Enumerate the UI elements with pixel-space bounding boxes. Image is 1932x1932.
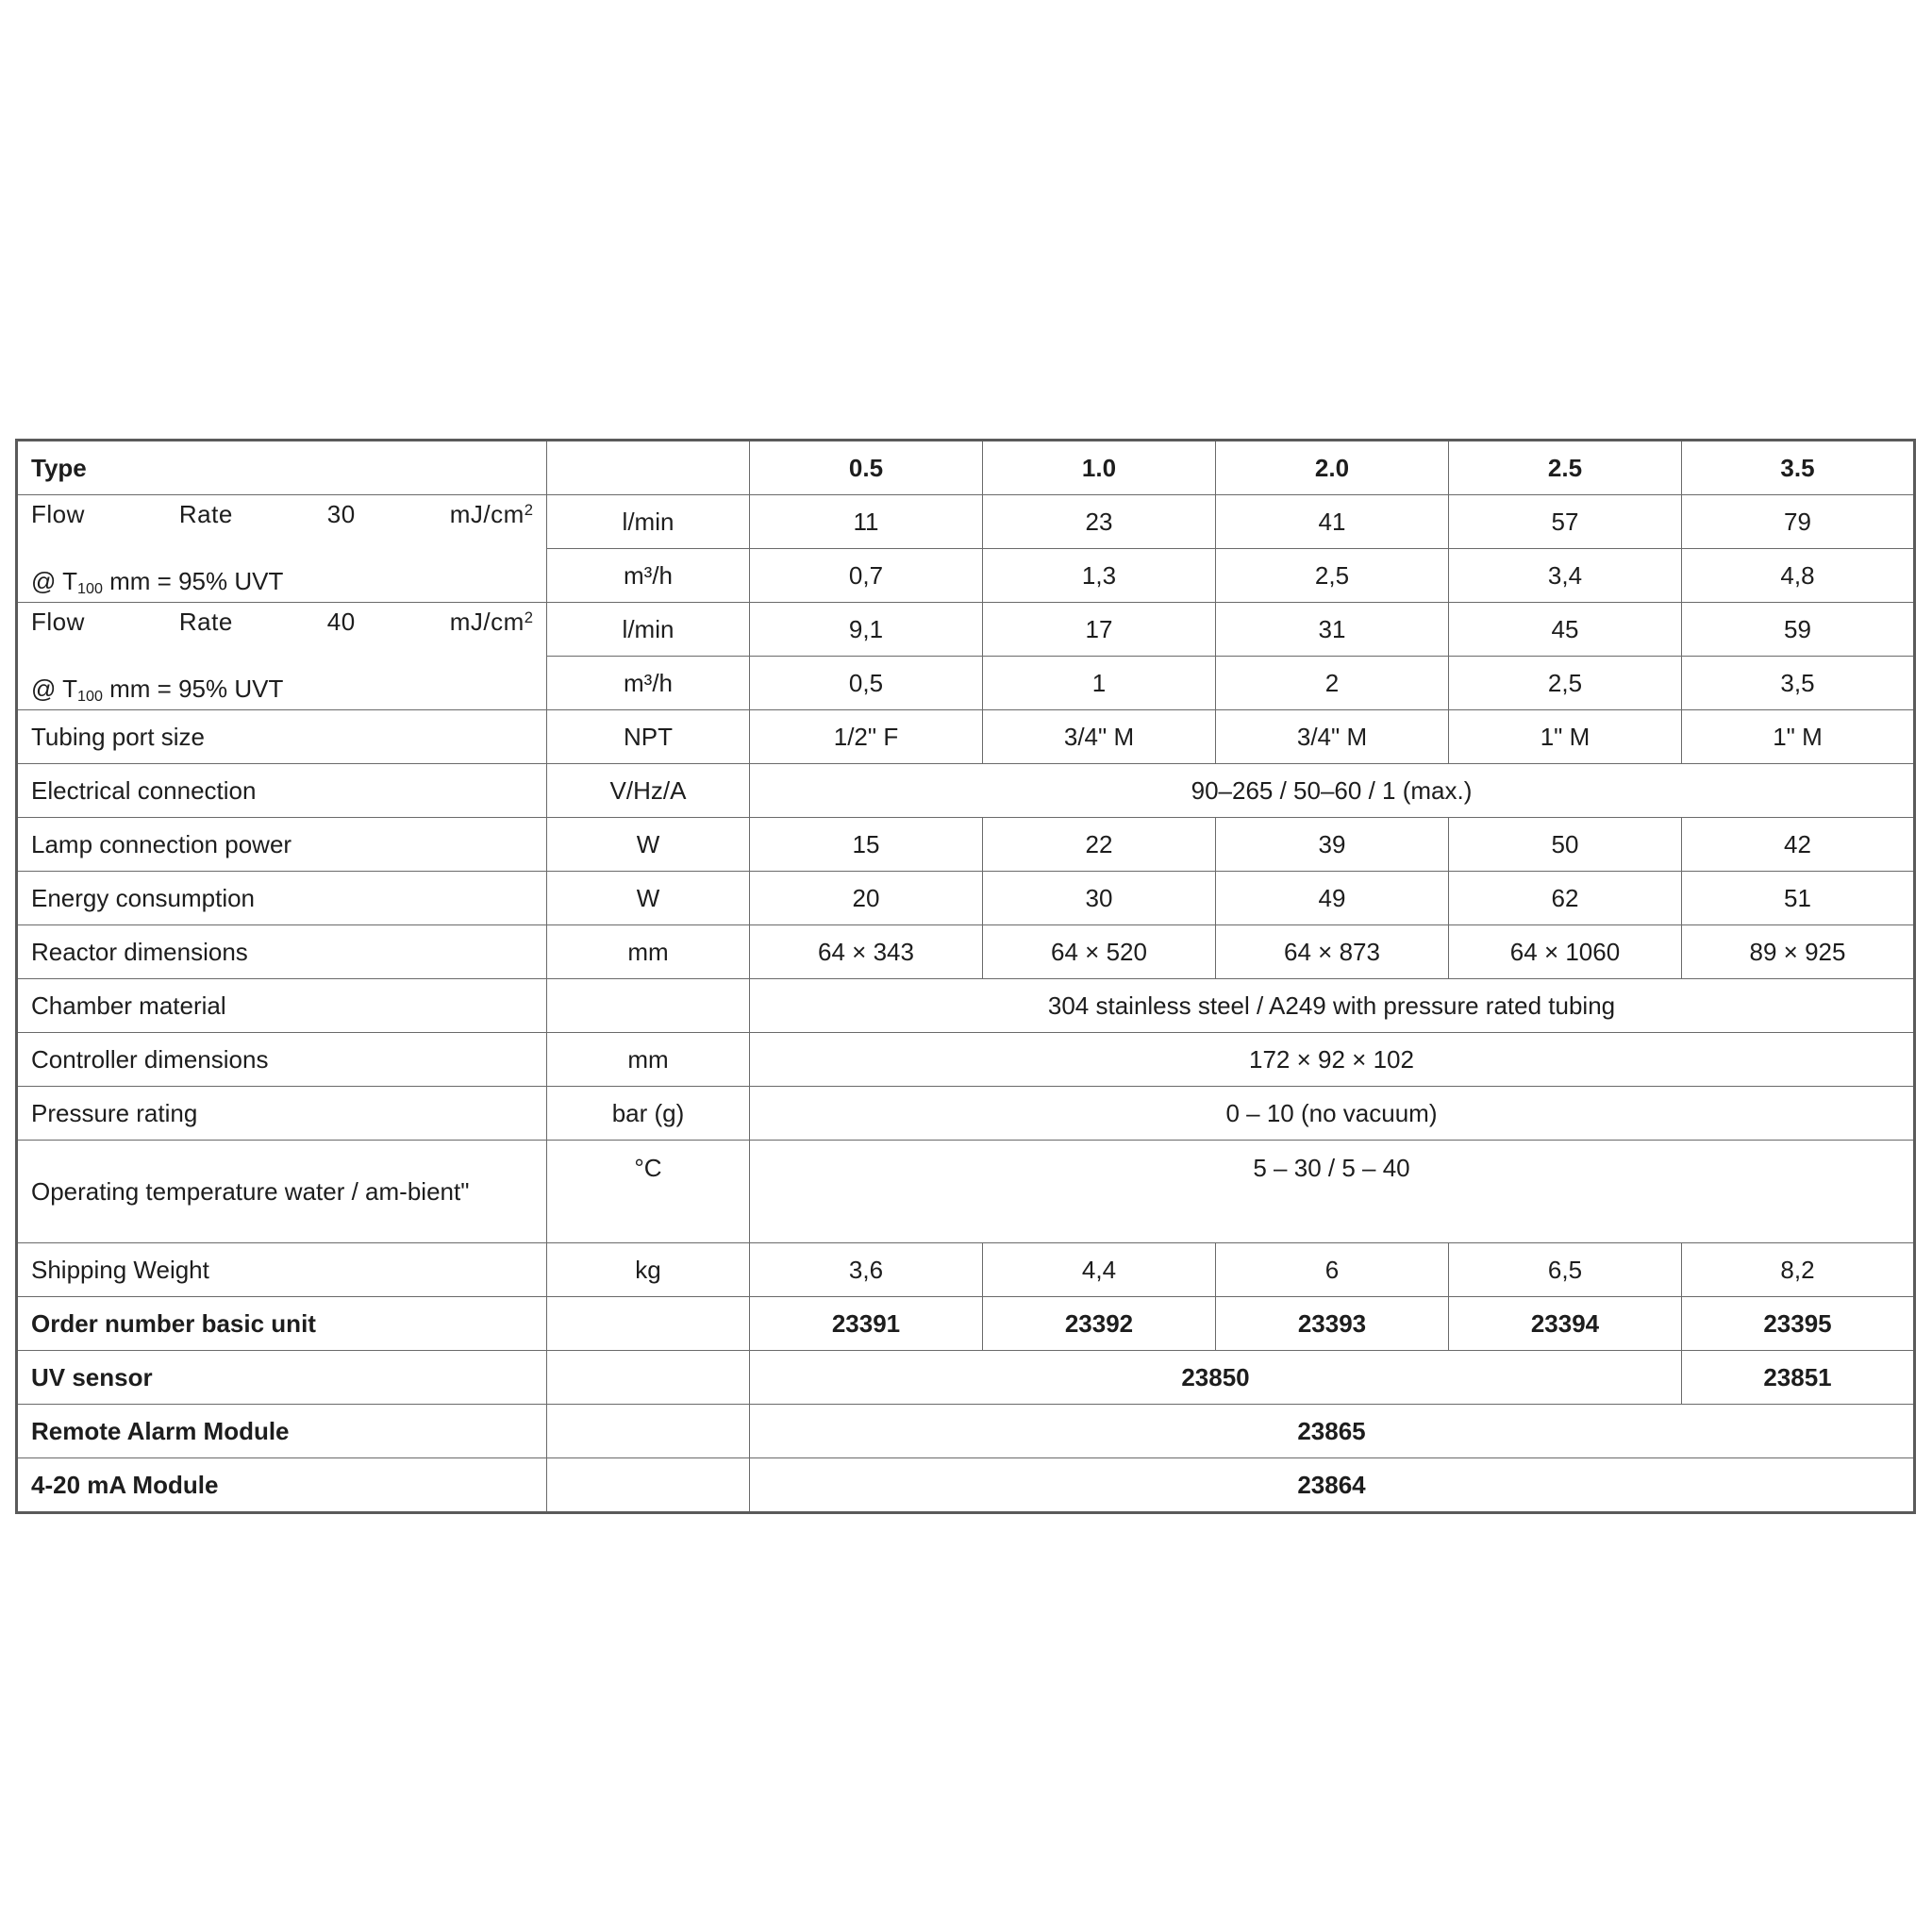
value-weight-0: 3,6 bbox=[750, 1243, 983, 1297]
value-uv-sensor-span: 23850 bbox=[750, 1351, 1682, 1405]
value-flow40-m3h-1: 1 bbox=[983, 657, 1216, 710]
table-row bbox=[17, 1087, 1915, 1141]
row-label-tubing-port-size: Tubing port size bbox=[17, 710, 547, 764]
row-label-uv-sensor: UV sensor bbox=[17, 1351, 547, 1405]
value-weight-3: 6,5 bbox=[1449, 1243, 1682, 1297]
value-flow40-lmin-3: 45 bbox=[1449, 603, 1682, 657]
value-order-2: 23393 bbox=[1216, 1297, 1449, 1351]
table-row bbox=[17, 979, 1915, 1033]
table-row bbox=[17, 1405, 1915, 1458]
unit-lamp-connection-power: W bbox=[547, 818, 750, 872]
value-energy-2: 49 bbox=[1216, 872, 1449, 925]
unit-reactor-dimensions: mm bbox=[547, 925, 750, 979]
value-flow30-lmin-4: 79 bbox=[1682, 495, 1915, 549]
header-unit-blank bbox=[547, 441, 750, 495]
table-row bbox=[17, 603, 1915, 657]
unit-operating-temperature: °C bbox=[547, 1141, 750, 1243]
value-flow40-lmin-0: 9,1 bbox=[750, 603, 983, 657]
value-flow40-lmin-1: 17 bbox=[983, 603, 1216, 657]
value-flow30-m3h-4: 4,8 bbox=[1682, 549, 1915, 603]
value-lamp-0: 15 bbox=[750, 818, 983, 872]
table-row bbox=[17, 495, 1915, 549]
row-label-controller-dimensions: Controller dimensions bbox=[17, 1033, 547, 1087]
value-flow30-lmin-3: 57 bbox=[1449, 495, 1682, 549]
unit-pressure-rating: bar (g) bbox=[547, 1087, 750, 1141]
unit-chamber-material bbox=[547, 979, 750, 1033]
row-label-chamber-material: Chamber material bbox=[17, 979, 547, 1033]
value-flow30-m3h-1: 1,3 bbox=[983, 549, 1216, 603]
flow-rate-40-superscript: 2 bbox=[524, 608, 533, 627]
value-tubing-4: 1" M bbox=[1682, 710, 1915, 764]
header-model-3: 2.5 bbox=[1449, 441, 1682, 495]
row-label-reactor-dimensions: Reactor dimensions bbox=[17, 925, 547, 979]
flow-rate-40-main: Flow Rate 40 $mJ/cm^2$ bbox=[31, 608, 533, 637]
value-lamp-3: 50 bbox=[1449, 818, 1682, 872]
flow-rate-30-superscript: 2 bbox=[524, 501, 533, 520]
value-reactor-3: 64 × 1060 bbox=[1449, 925, 1682, 979]
value-flow40-m3h-3: 2,5 bbox=[1449, 657, 1682, 710]
flow-rate-30-main: Flow Rate 30 $mJ/cm^2$ bbox=[31, 500, 533, 529]
flow-rate-40-condition: @ $T_{100}$ mm = 95% UVT bbox=[31, 674, 284, 705]
row-label-flow-rate-40 bbox=[17, 603, 547, 710]
value-tubing-0: 1/2" F bbox=[750, 710, 983, 764]
row-label-electrical-connection: Electrical connection bbox=[17, 764, 547, 818]
value-energy-4: 51 bbox=[1682, 872, 1915, 925]
value-reactor-1: 64 × 520 bbox=[983, 925, 1216, 979]
value-flow30-lmin-2: 41 bbox=[1216, 495, 1449, 549]
row-label-lamp-connection-power: Lamp connection power bbox=[17, 818, 547, 872]
value-lamp-1: 22 bbox=[983, 818, 1216, 872]
table-row bbox=[17, 1033, 1915, 1087]
value-chamber-material-merged: 304 stainless steel / A249 with pressure rated tubing bbox=[750, 979, 1915, 1033]
value-reactor-2: 64 × 873 bbox=[1216, 925, 1449, 979]
specification-table-container bbox=[15, 439, 1913, 1514]
row-label-pressure-rating: Pressure rating bbox=[17, 1087, 547, 1141]
value-flow40-m3h-0: 0,5 bbox=[750, 657, 983, 710]
table-row bbox=[17, 1351, 1915, 1405]
value-tubing-3: 1" M bbox=[1449, 710, 1682, 764]
value-flow30-m3h-3: 3,4 bbox=[1449, 549, 1682, 603]
value-flow40-m3h-2: 2 bbox=[1216, 657, 1449, 710]
table-row bbox=[17, 1458, 1915, 1513]
unit-flow-rate-30-lmin: l/min bbox=[547, 495, 750, 549]
value-order-4: 23395 bbox=[1682, 1297, 1915, 1351]
table-row bbox=[17, 818, 1915, 872]
value-lamp-2: 39 bbox=[1216, 818, 1449, 872]
value-lamp-4: 42 bbox=[1682, 818, 1915, 872]
row-label-remote-alarm-module: Remote Alarm Module bbox=[17, 1405, 547, 1458]
header-model-2: 2.0 bbox=[1216, 441, 1449, 495]
value-reactor-0: 64 × 343 bbox=[750, 925, 983, 979]
value-energy-0: 20 bbox=[750, 872, 983, 925]
table-row bbox=[17, 1297, 1915, 1351]
unit-remote-alarm-module bbox=[547, 1405, 750, 1458]
value-energy-1: 30 bbox=[983, 872, 1216, 925]
value-flow40-lmin-2: 31 bbox=[1216, 603, 1449, 657]
table-row bbox=[17, 1141, 1915, 1243]
table-row bbox=[17, 925, 1915, 979]
value-order-3: 23394 bbox=[1449, 1297, 1682, 1351]
unit-tubing-port-size: NPT bbox=[547, 710, 750, 764]
value-remote-alarm-merged: 23865 bbox=[750, 1405, 1915, 1458]
header-model-0: 0.5 bbox=[750, 441, 983, 495]
row-label-shipping-weight: Shipping Weight bbox=[17, 1243, 547, 1297]
unit-uv-sensor bbox=[547, 1351, 750, 1405]
unit-order-number bbox=[547, 1297, 750, 1351]
row-label-flow-rate-30 bbox=[17, 495, 547, 603]
value-flow40-lmin-4: 59 bbox=[1682, 603, 1915, 657]
table-row bbox=[17, 710, 1915, 764]
row-label-operating-temperature: Operating temperature water / am-bient" bbox=[17, 1141, 547, 1243]
value-flow40-m3h-4: 3,5 bbox=[1682, 657, 1915, 710]
table-row bbox=[17, 872, 1915, 925]
value-order-0: 23391 bbox=[750, 1297, 983, 1351]
table-row bbox=[17, 1243, 1915, 1297]
value-flow30-lmin-1: 23 bbox=[983, 495, 1216, 549]
value-weight-2: 6 bbox=[1216, 1243, 1449, 1297]
unit-flow-rate-40-m3h: m³/h bbox=[547, 657, 750, 710]
value-order-1: 23392 bbox=[983, 1297, 1216, 1351]
unit-controller-dimensions: mm bbox=[547, 1033, 750, 1087]
unit-4-20ma-module bbox=[547, 1458, 750, 1513]
value-weight-1: 4,4 bbox=[983, 1243, 1216, 1297]
value-reactor-4: 89 × 925 bbox=[1682, 925, 1915, 979]
value-4-20ma-merged: 23864 bbox=[750, 1458, 1915, 1513]
unit-shipping-weight: kg bbox=[547, 1243, 750, 1297]
flow-rate-30-condition: @ $T_{100}$ mm = 95% UVT bbox=[31, 566, 284, 597]
value-electrical-connection-merged: 90–265 / 50–60 / 1 (max.) bbox=[750, 764, 1915, 818]
unit-flow-rate-40-lmin: l/min bbox=[547, 603, 750, 657]
table-header-row bbox=[17, 441, 1915, 495]
header-model-4: 3.5 bbox=[1682, 441, 1915, 495]
table-row bbox=[17, 764, 1915, 818]
value-pressure-rating-merged: 0 – 10 (no vacuum) bbox=[750, 1087, 1915, 1141]
unit-energy-consumption: W bbox=[547, 872, 750, 925]
value-operating-temperature-merged: 5 – 30 / 5 – 40 bbox=[750, 1141, 1915, 1243]
value-uv-sensor-last: 23851 bbox=[1682, 1351, 1915, 1405]
value-tubing-1: 3/4" M bbox=[983, 710, 1216, 764]
value-flow30-m3h-2: 2,5 bbox=[1216, 549, 1449, 603]
specification-table bbox=[15, 439, 1916, 1514]
header-model-1: 1.0 bbox=[983, 441, 1216, 495]
header-type-label: Type bbox=[17, 441, 547, 495]
value-weight-4: 8,2 bbox=[1682, 1243, 1915, 1297]
value-controller-dimensions-merged: 172 × 92 × 102 bbox=[750, 1033, 1915, 1087]
value-energy-3: 62 bbox=[1449, 872, 1682, 925]
value-tubing-2: 3/4" M bbox=[1216, 710, 1449, 764]
unit-electrical-connection: V/Hz/A bbox=[547, 764, 750, 818]
row-label-energy-consumption: Energy consumption bbox=[17, 872, 547, 925]
row-label-4-20ma-module: 4-20 mA Module bbox=[17, 1458, 547, 1513]
unit-flow-rate-30-m3h: m³/h bbox=[547, 549, 750, 603]
value-flow30-lmin-0: 11 bbox=[750, 495, 983, 549]
value-flow30-m3h-0: 0,7 bbox=[750, 549, 983, 603]
row-label-order-number: Order number basic unit bbox=[17, 1297, 547, 1351]
